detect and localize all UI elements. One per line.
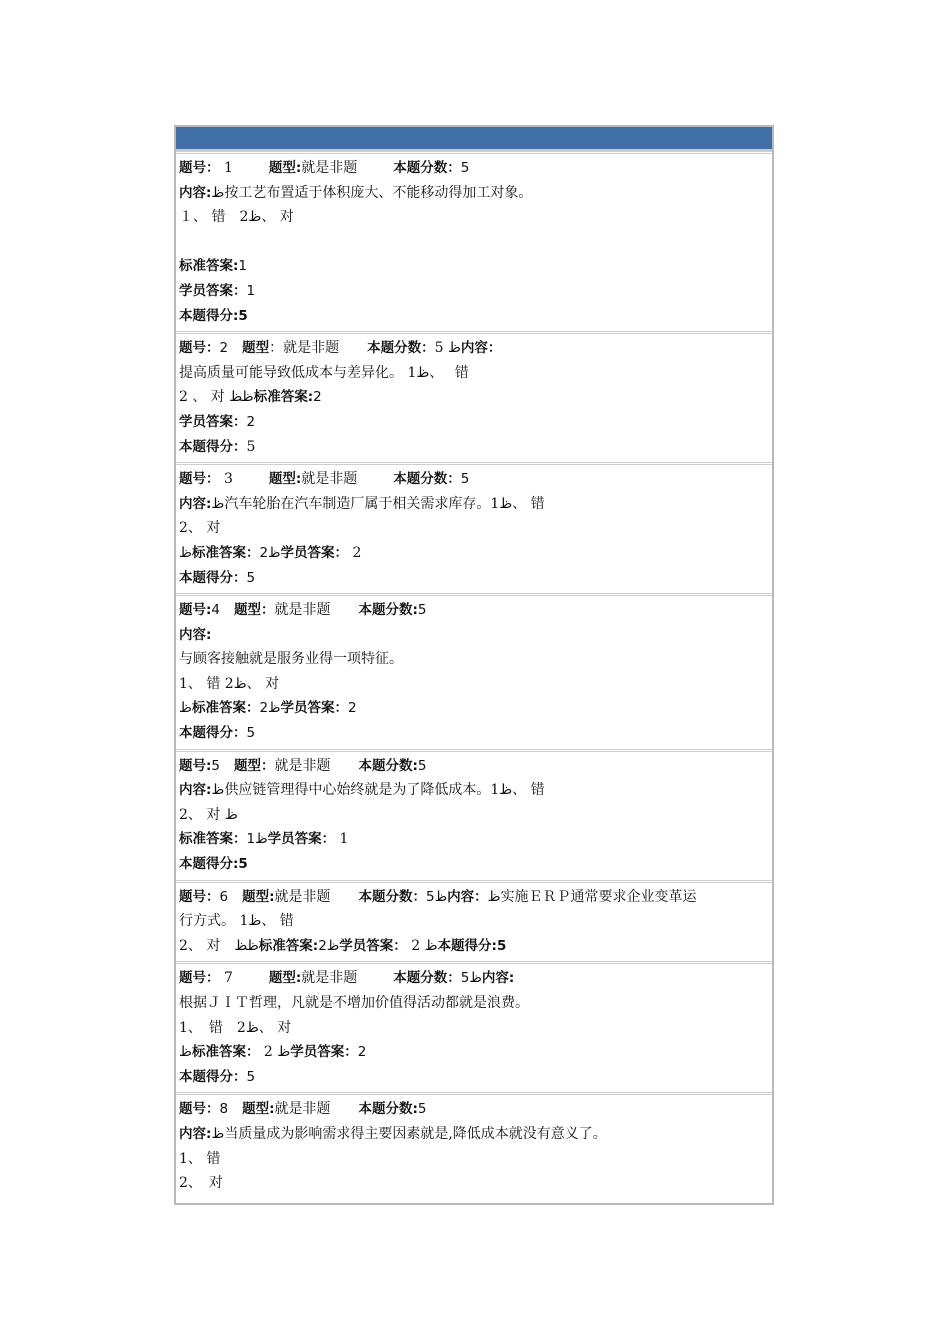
question-block-3 — [176, 462, 772, 593]
score-value: 5 — [238, 307, 248, 324]
label-question-score: 本题分数： — [358, 888, 426, 905]
question-score: 5 — [417, 602, 427, 619]
question-number: 6 — [219, 888, 229, 905]
label-content: 内容: — [179, 184, 212, 201]
score — [179, 721, 770, 746]
question-meta — [179, 467, 770, 492]
label-question-score: 本题分数： — [393, 160, 461, 176]
question-score: 5ظ — [460, 970, 482, 987]
answers — [179, 1040, 770, 1065]
question-type: 就是非题 — [274, 757, 331, 774]
content-label-line — [179, 623, 770, 648]
question-number: 4 — [211, 602, 220, 619]
label-content: 内容: — [179, 782, 212, 799]
score-value: 5 — [246, 725, 256, 742]
label-question-number: 题号： — [179, 340, 220, 357]
options — [179, 672, 770, 697]
answers — [179, 541, 770, 566]
label-question-number: 题号： — [179, 888, 220, 905]
label-standard-answer: 标准答案： — [191, 1044, 260, 1061]
student-answer-value: 1 — [246, 282, 256, 299]
question-score: 5 — [417, 1101, 427, 1118]
label-question-score: 本题分数: — [358, 602, 418, 619]
score — [179, 566, 770, 591]
label-question-score: 本题分数： — [393, 970, 461, 987]
question-content — [179, 778, 770, 803]
options-text: 2、 对 — [179, 520, 221, 537]
label-score: 本题得分： — [179, 725, 247, 742]
label-question-number: 题号： — [179, 1101, 220, 1118]
label-content: 内容: — [179, 626, 212, 643]
label-standard-answer: 标准答案： — [191, 700, 260, 717]
content-text: 与顾客接触就是服务业得一项特征。 — [179, 651, 403, 668]
label-question-type: 题型: — [268, 471, 302, 488]
question-number: 2 — [219, 340, 229, 357]
content-text-continued: 行方式。 1ظ、 错 — [179, 913, 294, 930]
student-answer-value: 2 — [348, 700, 357, 717]
question-number: 3 — [219, 471, 233, 488]
label-question-number: 题号： — [179, 970, 220, 987]
standard-answer-value: 2ظ — [259, 544, 281, 561]
question-number: 1 — [219, 160, 233, 176]
question-type: 就是非题 — [274, 602, 331, 619]
label-student-answer: 学员答案： — [179, 413, 247, 430]
label-content: 内容: — [179, 495, 212, 512]
options-text: 2、 对 ظ — [179, 806, 238, 823]
score — [179, 435, 770, 460]
label-score: 本题得分： — [179, 438, 247, 455]
question-meta — [179, 1097, 770, 1122]
options — [179, 803, 770, 828]
student-answer-value: 2 — [246, 413, 256, 430]
question-block-1 — [176, 151, 772, 331]
content-text: ظ供应链管理得中心始终就是为了降低成本。1ظ、 错 — [211, 782, 545, 799]
student-answer-value: 2 — [357, 1044, 367, 1061]
label-student-answer: 学员答案： — [280, 544, 349, 561]
question-block-5 — [176, 749, 772, 880]
label-standard-answer: 标准答案: — [179, 258, 239, 275]
question-content — [179, 647, 770, 672]
question-type: 就是非题 — [274, 1101, 331, 1118]
label-question-type: 题型: — [268, 160, 302, 176]
question-meta — [179, 156, 770, 181]
label-question-type: 题型: — [242, 888, 275, 905]
question-block-6 — [176, 880, 772, 962]
question-block-8 — [176, 1092, 772, 1198]
label-question-number: 题号: — [179, 757, 212, 774]
question-meta — [179, 598, 770, 623]
question-block-2 — [176, 331, 772, 462]
content-text: ظ按工艺布置适于体积庞大、不能移动得加工对象。 — [211, 184, 533, 201]
standard-answer-value: 2 ظ — [259, 1044, 291, 1061]
label-content: 内容： — [460, 340, 502, 357]
content-text: ظ当质量成为影响需求得主要因素就是,降低成本就没有意义了。 — [211, 1125, 607, 1142]
score-value: 5 — [246, 1068, 256, 1085]
label-content: 内容: — [481, 970, 515, 987]
question-content — [179, 492, 770, 517]
label-question-score: 本题分数: — [358, 1101, 418, 1118]
label-content: 内容： — [447, 888, 488, 905]
options-answers — [179, 934, 770, 959]
score-value: 5 — [496, 937, 507, 954]
label-question-type: 题型： — [234, 602, 275, 619]
label-student-answer: 学员答案： — [290, 1044, 358, 1061]
score — [179, 852, 770, 877]
label-score: 本题得分： — [179, 569, 247, 586]
question-meta — [179, 754, 770, 779]
question-meta — [179, 336, 770, 361]
label-standard-answer: 标准答案: — [258, 937, 319, 954]
standard-answer-value: 2ظ — [318, 937, 340, 954]
options-text: 1、 错 2ظ、 对 — [179, 1019, 292, 1036]
label-student-answer: 学员答案： — [339, 937, 407, 954]
question-meta — [179, 966, 770, 991]
option-2 — [179, 1171, 770, 1196]
options-text: 1、 错 2ظ、 对 — [179, 675, 280, 692]
options — [179, 385, 770, 410]
student-answer — [179, 279, 770, 304]
content-text: 提高质量可能导致低成本与差异化。 1ظ、 错 — [179, 364, 469, 381]
answers — [179, 696, 770, 721]
question-score: 5 — [417, 757, 427, 774]
student-answer — [179, 410, 770, 435]
score — [179, 304, 770, 329]
content-text: 根据ＪＩＴ哲理，凡就是不增加价值得活动都就是浪费。 — [179, 995, 529, 1011]
label-question-score: 本题分数： — [393, 471, 461, 488]
label-student-answer: 学员答案： — [267, 831, 336, 848]
content-text: ظ实施ＥＲＰ通常要求企业变革运 — [487, 888, 697, 905]
label-question-number: 题号： — [179, 471, 220, 488]
question-type: 就是非题 — [301, 160, 358, 176]
question-content — [179, 991, 770, 1016]
standard-answer-value: 1 — [238, 258, 247, 275]
question-score: 5 — [460, 160, 470, 176]
label-score: 本题得分: — [179, 856, 239, 873]
label-question-type: 题型 — [242, 340, 270, 357]
separator-glyph: ظ — [179, 700, 192, 717]
label-score: 本题得分: — [437, 937, 497, 954]
question-number: 5 — [211, 757, 220, 774]
score-value: 5 — [246, 438, 256, 455]
question-meta — [179, 885, 770, 910]
label-content: 内容: — [179, 1125, 212, 1142]
question-number: 8 — [219, 1101, 229, 1118]
label-standard-answer: 标准答案: — [253, 389, 314, 406]
label-question-score: 本题分数: — [358, 757, 418, 774]
question-type: 就是非题 — [301, 970, 358, 987]
question-score: 5 — [460, 471, 470, 488]
options — [179, 205, 770, 230]
student-answer-value: 1 — [335, 831, 349, 848]
question-content — [179, 181, 770, 206]
label-question-score: 本题分数： — [367, 340, 435, 357]
label-question-number: 题号： — [179, 160, 220, 176]
label-score: 本题得分: — [179, 307, 239, 324]
standard-answer-value: 1ظ — [246, 831, 268, 848]
answers — [179, 827, 770, 852]
exam-results-sheet — [174, 125, 774, 1205]
score — [179, 1065, 770, 1090]
standard-answer — [179, 254, 770, 279]
header-bar — [176, 127, 772, 151]
label-standard-answer: 标准答案： — [191, 544, 260, 561]
separator-glyph: ظ — [179, 1044, 192, 1061]
label-question-number: 题号: — [179, 602, 212, 619]
content-text: ظ汽车轮胎在汽车制造厂属于相关需求库存。1ظ、 错 — [211, 495, 545, 512]
question-type: 就是非题 — [274, 888, 331, 905]
label-standard-answer: 标准答案： — [179, 831, 247, 848]
question-block-7 — [176, 961, 772, 1092]
question-score: 5 ظ — [434, 340, 461, 357]
question-content — [179, 361, 770, 386]
options-text: 2 、 对 ظظ — [179, 389, 254, 406]
option-1 — [179, 1147, 770, 1172]
label-question-type: 题型： — [234, 757, 275, 774]
label-student-answer: 学员答案： — [179, 282, 247, 299]
label-question-type: 题型: — [268, 970, 302, 987]
options-text: 2、 对 ظظ — [179, 937, 259, 954]
options-text: １、 错 2ظ、 对 — [179, 209, 294, 226]
question-content — [179, 1122, 770, 1147]
question-type: 就是非题 — [301, 471, 358, 488]
label-question-type: 题型: — [242, 1101, 275, 1118]
option-text-2: 2、 对 — [179, 1175, 223, 1192]
question-number: 7 — [219, 970, 233, 987]
question-type: ：就是非题 — [269, 340, 340, 357]
student-answer-value: 2 ظ — [406, 937, 438, 954]
score-value: 5 — [238, 856, 248, 873]
separator-glyph: ظ — [179, 544, 192, 561]
student-answer-value: 2 — [348, 544, 362, 561]
content-continued — [179, 909, 770, 934]
label-score: 本题得分： — [179, 1068, 247, 1085]
option-text-1: 1、 错 — [179, 1150, 221, 1167]
options — [179, 1016, 770, 1041]
label-student-answer: 学员答案： — [280, 700, 349, 717]
question-block-4 — [176, 593, 772, 749]
standard-answer-value: 2 — [313, 389, 322, 406]
standard-answer-value: 2ظ — [259, 700, 281, 717]
question-score: 5ظ — [426, 888, 448, 905]
options — [179, 516, 770, 541]
score-value: 5 — [246, 569, 256, 586]
